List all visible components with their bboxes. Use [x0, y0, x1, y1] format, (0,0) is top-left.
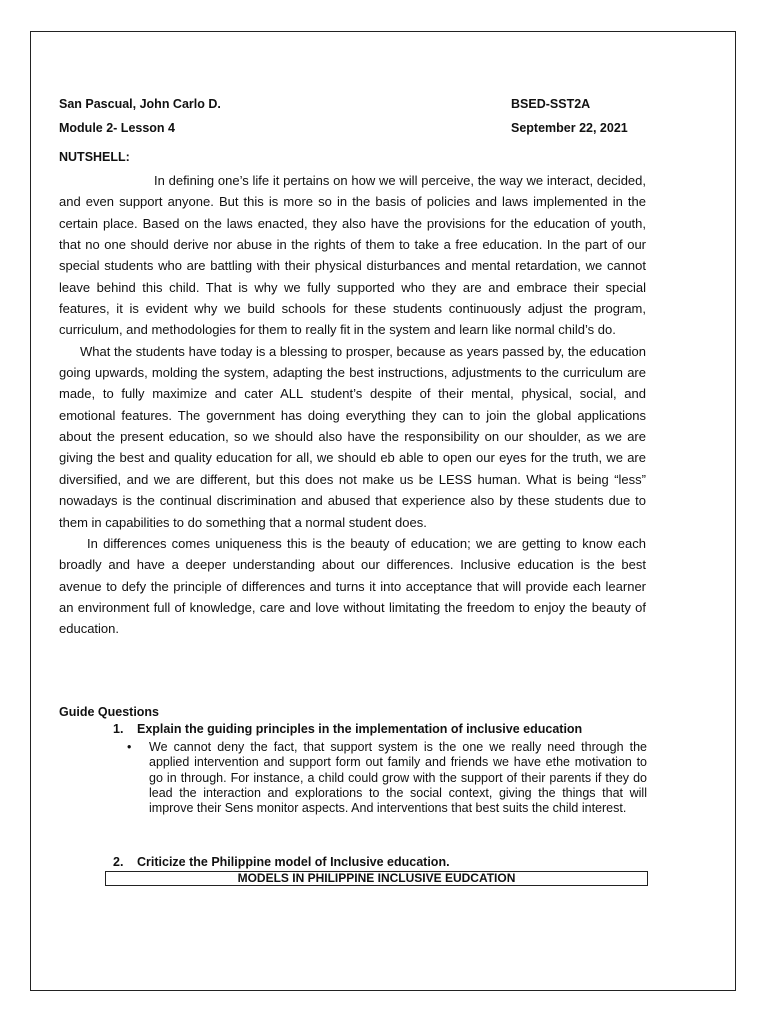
paragraph-3: In differences comes uniqueness this is the beauty of education; we are getting to know each broadly and have a deeper understanding about our differences. Inclusive education is the best avenue to defy the principle of differences and turns it into acceptance that will provide each learner an environment full of knowledge, care and love without limitating the freedom to enjoy the beauty of education.: [59, 535, 646, 637]
nutshell-body: [59, 170, 646, 640]
bullet-marker: •: [127, 740, 132, 754]
question-1-answer-text: We cannot deny the fact, that support system is the one we really need through the applied intervention and support form out family and friends we have ethe motivation to go in through. For instance, a child could grow with the support of their parents if they do lead the interaction and explorations to the social context, giving the things that will improve their Sens monitor aspects. And interventions that best suits the child interest.: [149, 740, 647, 816]
document-date: September 22, 2021: [511, 121, 628, 135]
course-section: BSED-SST2A: [511, 97, 591, 111]
nutshell-heading: NUTSHELL:: [59, 150, 130, 164]
question-2-number: 2.: [113, 855, 124, 869]
guide-questions-heading: Guide Questions: [59, 705, 160, 719]
question-1-number: 1.: [113, 722, 124, 736]
models-table-header: MODELS IN PHILIPPINE INCLUSIVE EUDCATION: [105, 871, 648, 886]
paragraph-1: In defining one’s life it pertains on how we will perceive, the way we interact, decided, and even support anyone. But this is more so in the basis of policies and laws implemented in the certain place. Based on the laws enacted, they also have the provisions for the education of youth, that no one should derive nor abuse in the rights of them to take a free education. In the part of our special students who are battling with their physical disturbances and mental retardation, we cannot leave behind this child. That is why we fully supported who they are and embrace their special features, it is evident why we build schools for these students continuously adjust the program, curriculum, and methodologies for them to really fit in the system and learn like normal child’s do.: [59, 173, 646, 338]
question-2-text: Criticize the Philippine model of Inclusive education.: [137, 855, 450, 869]
question-1-text: Explain the guiding principles in the implementation of inclusive education: [137, 722, 583, 736]
student-name: San Pascual, John Carlo D.: [59, 97, 221, 111]
question-1-answer: [127, 740, 647, 816]
module-lesson: Module 2- Lesson 4: [59, 121, 175, 135]
paragraph-2: What the students have today is a blessing to prosper, because as years passed by, the education going upwards, molding the system, adapting the best instructions, adjustments to the curriculum are made, to fully maximize and cater ALL student’s despite of their mental, physical, social, and emotional features. The government has doing everything they can to join the global applications about the present education, so we should also have the responsibility on our shoulder, as we are giving the best and quality education for all, we should eb able to open our eyes for the truth, we are diversified, and we are different, but this does not make us be LESS human. What is being “less” nowadays is the continual discrimination and abused that experience also by these students due to them in capabilities to do something that a normal student does.: [59, 343, 646, 530]
